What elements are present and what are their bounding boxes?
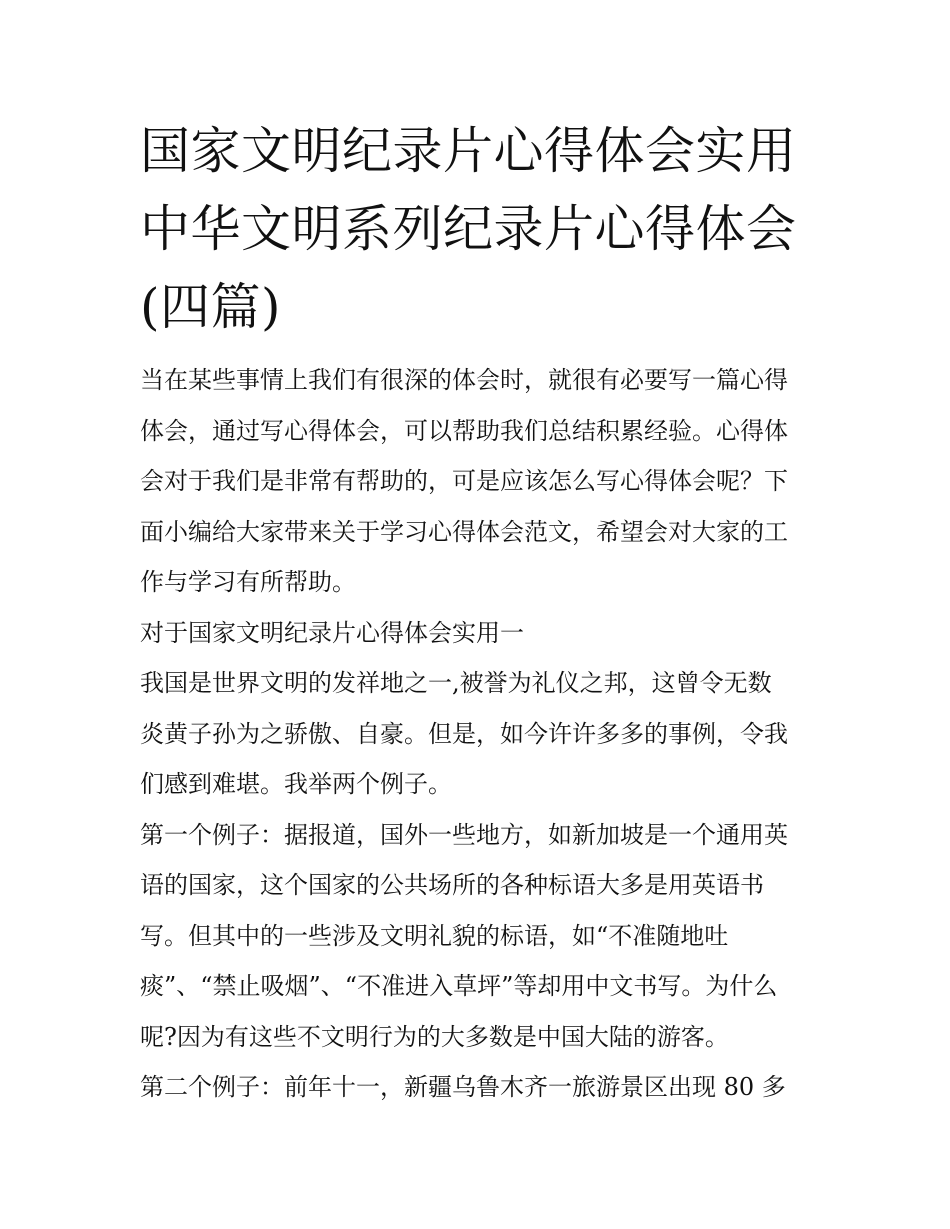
body-line: 语的国家，这个国家的公共场所的各种标语大多是用英语书 [140,871,764,899]
body-line: 痰”、“禁止吸烟”、“不准进入草坪”等却用中文书写。为什么 [140,972,778,1000]
title-line: 中华文明系列纪录片心得体会 [140,200,797,258]
body-line: 我国是世界文明的发祥地之一,被誉为礼仪之邦，这曾令无数 [140,669,772,697]
title-line: (四篇) [140,278,282,336]
body-line: 体会，通过写心得体会，可以帮助我们总结积累经验。心得体 [140,416,788,445]
title-line: 国家文明纪录片心得体会实用 [140,122,797,180]
body-line: 面小编给大家带来关于学习心得体会范文，希望会对大家的工 [140,517,788,546]
document-title [140,112,840,346]
document-body [140,355,830,1113]
body-line: 第一个例子：据报道，国外一些地方，如新加坡是一个通用英 [140,820,788,849]
body-line: 们感到难堪。我举两个例子。 [140,770,452,798]
body-line: 写。但其中的一些涉及文明礼貌的标语，如“不准随地吐 [140,921,729,950]
body-line: 作与学习有所帮助。 [140,568,356,596]
body-line: 第二个例子：前年十一，新疆乌鲁木齐一旅游景区出现 80 多 [140,1073,786,1101]
body-line: 炎黄子孙为之骄傲、自豪。但是，如今许许多多的事例，令我 [140,719,788,748]
body-line: 当在某些事情上我们有很深的体会时，就很有必要写一篇心得 [140,366,788,394]
body-line: 会对于我们是非常有帮助的，可是应该怎么写心得体会呢？下 [140,467,788,495]
body-line: 呢?因为有这些不文明行为的大多数是中国大陆的游客。 [140,1022,729,1051]
section-heading: 对于国家文明纪录片心得体会实用一 [140,618,524,647]
